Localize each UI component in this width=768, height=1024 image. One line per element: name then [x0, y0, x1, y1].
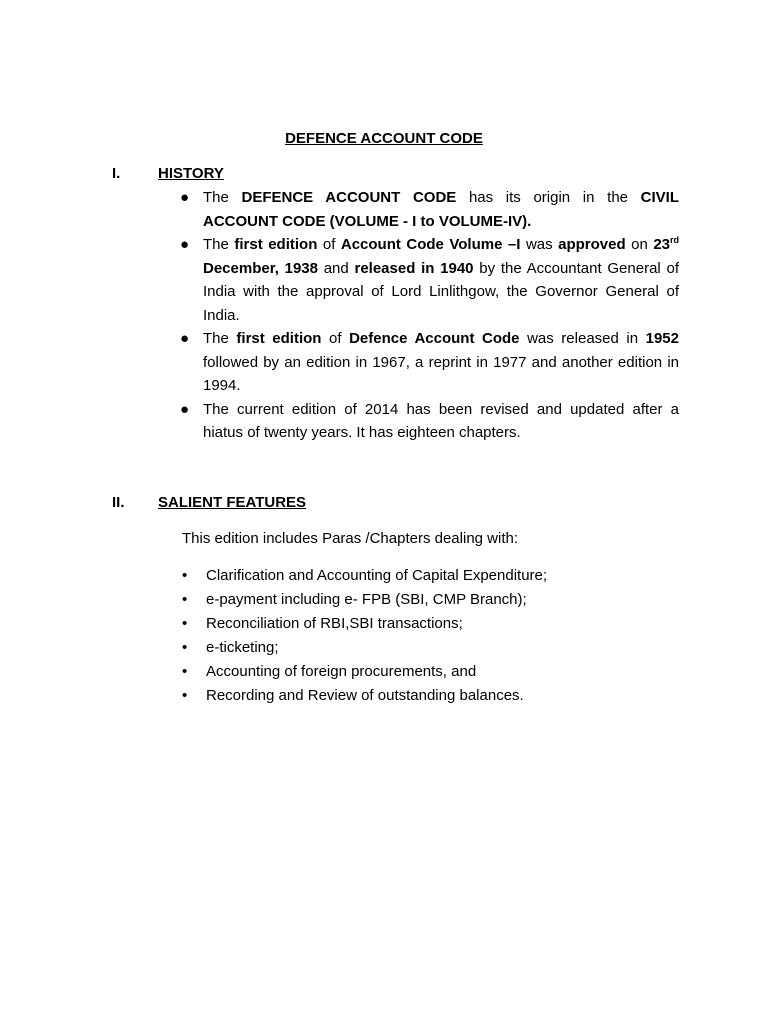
bold-run: 1952 [645, 330, 679, 347]
text-run: The [203, 330, 237, 347]
salient-features-intro: This edition includes Paras /Chapters dealing with: [182, 530, 519, 547]
text-run: was released in [519, 330, 646, 347]
history-bullet-origin [180, 186, 679, 233]
bold-run: CIVIL ACCOUNT CODE (VOLUME - I to VOLUME-IV). [203, 189, 680, 230]
text-run: of [317, 236, 341, 253]
date-ordinal-suffix: rd [670, 235, 680, 245]
feature-item [182, 660, 662, 684]
feature-text: Accounting of foreign procurements, and [206, 663, 477, 680]
bold-run: Defence Account Code [349, 330, 520, 347]
bold-run: approved [558, 236, 626, 253]
features-bullet-list [182, 564, 662, 708]
feature-text: Reconciliation of RBI,SBI transactions; [206, 615, 463, 632]
bullet-icon: • [182, 591, 188, 608]
bold-run: released in 1940 [354, 259, 474, 277]
text-run: of [321, 330, 350, 347]
text-run: The [203, 189, 242, 206]
text-run: The current edition of 2014 has been revised and updated after a hiatus of twenty years. It has eighteen chapters. [203, 400, 679, 441]
bullet-icon: ● [180, 400, 190, 418]
text-run: and [317, 259, 355, 277]
feature-item [182, 684, 662, 708]
history-bullet-first-edition-volume [180, 233, 679, 327]
text-run: on [625, 236, 654, 253]
section-numeral-salient-features: II. [112, 494, 125, 511]
feature-text: Recording and Review of outstanding balances. [206, 687, 524, 704]
bullet-icon: ● [180, 189, 190, 206]
section-heading-history: HISTORY [158, 165, 224, 182]
feature-item [182, 564, 662, 588]
bold-run: DEFENCE ACCOUNT CODE [241, 189, 457, 206]
history-bullet-current-edition [180, 398, 679, 445]
section-numeral-history: I. [112, 165, 121, 182]
section-heading-salient-features: SALIENT FEATURES [158, 494, 307, 511]
feature-item [182, 612, 662, 636]
bullet-icon: • [182, 639, 188, 656]
bullet-icon: ● [180, 236, 190, 253]
feature-item [182, 636, 662, 660]
date-rest: December, 1938 [203, 259, 318, 277]
document-title: DEFENCE ACCOUNT CODE [285, 130, 483, 147]
bullet-icon: • [182, 663, 188, 680]
feature-item [182, 588, 662, 612]
feature-text: e-ticketing; [206, 639, 279, 656]
history-bullet-first-edition-dac [180, 327, 679, 398]
bullet-icon: • [182, 687, 188, 704]
text-run: by the Accountant General of India with the approval of Lord Linlithgow, the Governor General of India. [203, 259, 679, 324]
bold-run: first edition [234, 236, 318, 253]
history-bullet-list [180, 186, 679, 445]
bold-run: first edition [236, 330, 322, 347]
bullet-icon: • [182, 615, 188, 632]
date-day: 23 [653, 236, 671, 253]
feature-text: Clarification and Accounting of Capital Expenditure; [206, 567, 548, 584]
bullet-icon: • [182, 567, 188, 584]
text-run: was [520, 236, 559, 253]
text-run: has its origin in the [456, 189, 641, 206]
feature-text: e-payment including e- FPB (SBI, CMP Branch); [206, 591, 527, 608]
bold-run: Account Code Volume –I [340, 236, 521, 253]
text-run: The [203, 236, 235, 253]
text-run: followed by an edition in 1967, a reprint in 1977 and another edition in 1994. [203, 353, 679, 394]
bullet-icon: ● [180, 330, 190, 347]
